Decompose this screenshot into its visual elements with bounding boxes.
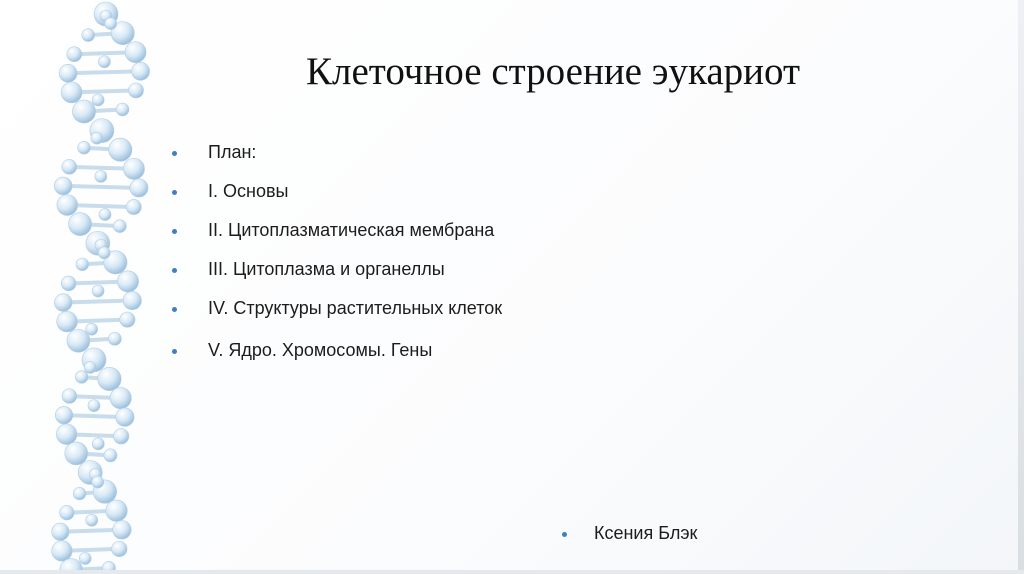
plan-item <box>172 217 532 243</box>
dna-sphere <box>61 276 76 291</box>
dna-sphere <box>56 424 77 445</box>
bullet-icon <box>172 307 177 312</box>
dna-sphere <box>98 56 110 68</box>
dna-sphere <box>128 83 143 98</box>
dna-sphere <box>61 82 82 103</box>
dna-sphere <box>130 179 148 197</box>
dna-sphere <box>126 199 141 214</box>
plan-item <box>172 256 532 282</box>
bullet-icon <box>172 151 177 156</box>
dna-sphere <box>92 438 104 450</box>
dna-sphere <box>113 521 132 540</box>
frame-edge-bottom <box>0 570 1024 574</box>
slide-title: Клеточное строение эукариот <box>306 50 801 93</box>
dna-sphere <box>54 294 72 312</box>
dna-sphere <box>79 552 91 564</box>
dna-sphere <box>109 138 132 161</box>
bullet-icon <box>172 349 177 354</box>
dna-sphere <box>62 159 77 174</box>
plan-item-text: План: <box>208 142 257 162</box>
dna-sphere <box>52 541 72 561</box>
dna-sphere <box>76 258 89 271</box>
dna-sphere <box>110 387 131 408</box>
dna-sphere <box>57 311 78 332</box>
dna-bond <box>63 301 132 303</box>
dna-sphere <box>112 541 128 557</box>
dna-sphere <box>132 62 150 80</box>
dna-sphere <box>88 400 100 412</box>
dna-sphere <box>69 213 92 236</box>
plan-item <box>172 337 532 363</box>
plan-item-text: IV. Структуры растительных клеток <box>208 298 503 318</box>
dna-helix-decoration <box>0 0 200 574</box>
dna-sphere <box>123 291 141 309</box>
dna-sphere <box>116 103 129 116</box>
bullet-icon <box>172 190 177 195</box>
author-name: Ксения Блэк <box>594 523 698 543</box>
dna-sphere <box>108 332 121 345</box>
dna-sphere <box>92 476 104 488</box>
dna-sphere <box>113 220 126 233</box>
dna-sphere <box>113 429 128 444</box>
dna-sphere <box>75 371 88 384</box>
dna-sphere <box>106 500 127 521</box>
dna-sphere <box>99 209 111 221</box>
dna-sphere <box>84 361 96 373</box>
dna-sphere <box>120 312 135 327</box>
dna-sphere <box>104 449 117 462</box>
plan-item <box>172 139 532 165</box>
dna-sphere <box>67 47 82 62</box>
frame-edge-right <box>1018 0 1024 574</box>
dna-sphere <box>59 64 77 82</box>
plan-list <box>172 139 532 376</box>
dna-sphere <box>92 285 104 297</box>
dna-sphere <box>98 367 121 390</box>
dna-sphere <box>105 18 117 30</box>
dna-sphere <box>72 100 95 123</box>
dna-sphere <box>57 195 78 216</box>
plan-item-text: I. Основы <box>208 181 289 201</box>
dna-sphere <box>125 42 146 63</box>
dna-sphere <box>86 514 98 526</box>
dna-sphere <box>78 141 91 154</box>
bullet-icon <box>172 268 177 273</box>
dna-sphere <box>55 406 73 424</box>
dna-sphere <box>95 170 107 182</box>
dna-sphere <box>86 323 98 335</box>
dna-sphere <box>62 389 77 404</box>
dna-sphere <box>98 247 110 259</box>
plan-item-text: II. Цитоплазматическая мембрана <box>208 220 495 240</box>
dna-sphere <box>60 505 75 520</box>
plan-item-text: V. Ядро. Хромосомы. Гены <box>208 340 433 360</box>
bullet-icon <box>172 229 177 234</box>
dna-sphere <box>54 177 72 195</box>
dna-sphere <box>91 132 103 144</box>
dna-bond <box>63 186 139 188</box>
dna-sphere <box>92 94 104 106</box>
plan-item-text: III. Цитоплазма и органеллы <box>208 259 445 279</box>
dna-sphere <box>82 29 95 42</box>
bullet-icon <box>562 532 567 537</box>
dna-sphere <box>52 523 69 540</box>
dna-sphere <box>73 487 86 500</box>
dna-sphere <box>116 408 134 426</box>
dna-sphere <box>65 442 88 465</box>
plan-item <box>172 295 532 321</box>
author <box>562 520 697 546</box>
plan-item <box>172 178 532 204</box>
dna-bond <box>68 71 141 73</box>
dna-sphere <box>117 271 138 292</box>
dna-sphere <box>123 158 144 179</box>
